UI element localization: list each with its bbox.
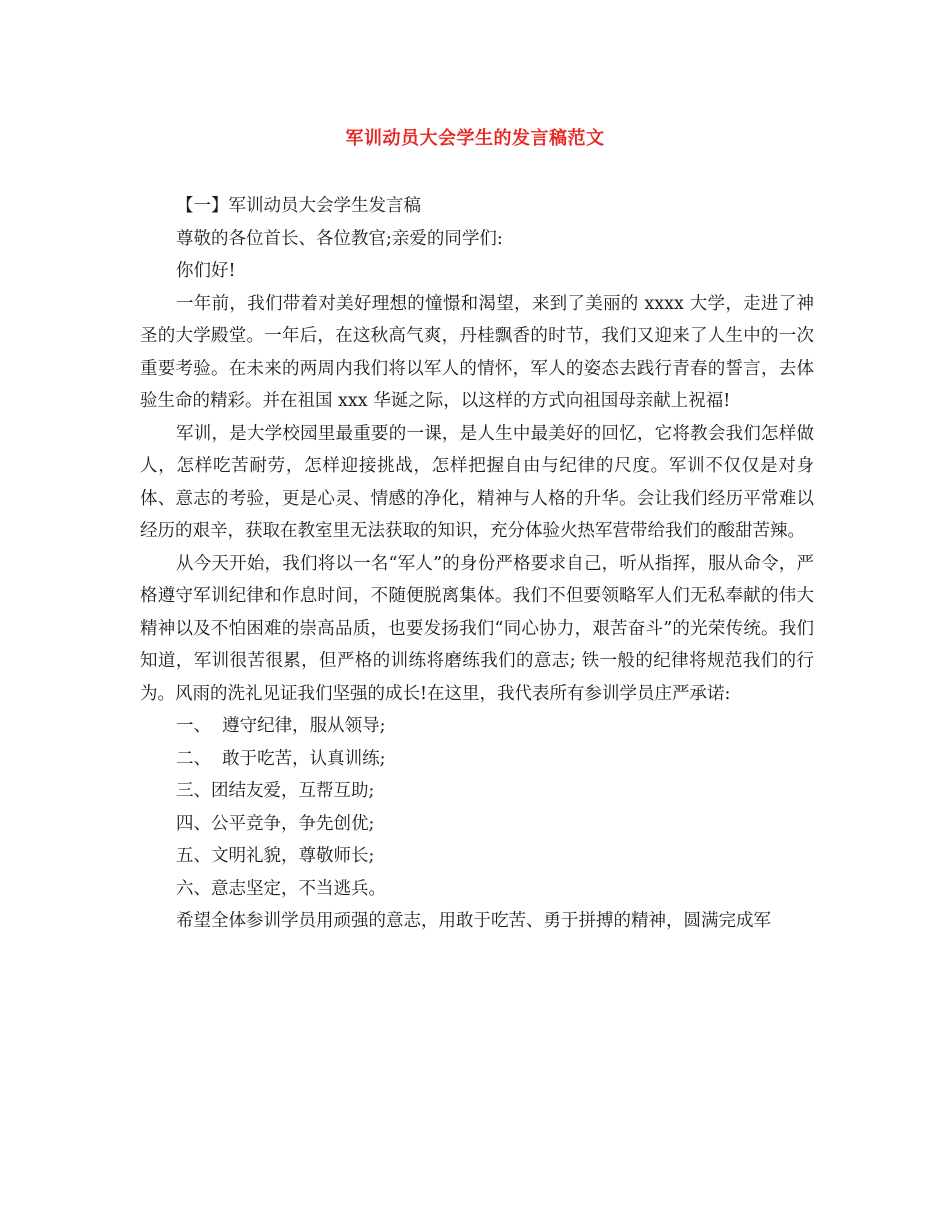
paragraph-military-training: 军训，是大学校园里最重要的一课，是人生中最美好的回忆，它将教会我们怎样做人，怎样吃苦耐劳，怎样迎接挑战，怎样把握自由与纪律的尺度。军训不仅仅是对身体、意志的考验，更是心灵、情感的净化，精神与人格的升华。会让我们经历平常难以经历的艰辛，获取在教室里无法获取的知识，充分体验火热军营带给我们的酸甜苦辣。 [140,423,814,541]
pledge-item: 三、团结友爱，互帮互助; [176,781,375,801]
document-body [140,190,814,938]
greeting: 你们好! [176,261,236,281]
paragraph-closing: 希望全体参训学员用顽强的意志，用敢于吃苦、勇于拼搏的精神，圆满完成军 [176,911,771,931]
pledge-item: 二、 敢于吃苦，认真训练; [176,748,386,769]
section-heading: 【一】军训动员大会学生发言稿 [176,196,421,216]
paragraph-intro: 一年前，我们带着对美好理想的憧憬和渴望，来到了美丽的 xxxx 大学，走进了神圣的大学殿堂。一年后，在这秋高气爽，丹桂飘香的时节，我们又迎来了人生中的一次重要考验。在未来的两周内我们将以军人的情怀，军人的姿态去践行青春的誓言，去体验生命的精彩。并在祖国 xxx 华诞之际，以这样的方式向祖国母亲献上祝福! [140,293,814,411]
salutation: 尊敬的各位首长、各位教官;亲爱的同学们: [176,228,503,249]
paragraph-commitment: 从今天开始，我们将以一名“军人”的身份严格要求自己，听从指挥，服从命令，严格遵守军训纪律和作息时间，不随便脱离集体。我们不但要领略军人们无私奉献的伟大精神以及不怕困难的崇高品质，也要发扬我们“同心协力，艰苦奋斗”的光荣传统。我们知道，军训很苦很累，但严格的训练将磨练我们的意志; 铁一般的纪律将规范我们的行为。风雨的洗礼见证我们坚强的成长!在这里，我代表所有参训学员庄严承诺: [140,553,814,704]
pledge-item: 一、 遵守纪律，服从领导; [176,716,386,736]
pledge-item: 四、公平竞争，争先创优; [176,813,375,834]
document-title: 军训动员大会学生的发言稿范文 [345,128,605,149]
pledge-item: 六、意志坚定，不当逃兵。 [176,878,386,899]
pledge-item: 五、文明礼貌，尊敬师长; [176,846,375,866]
